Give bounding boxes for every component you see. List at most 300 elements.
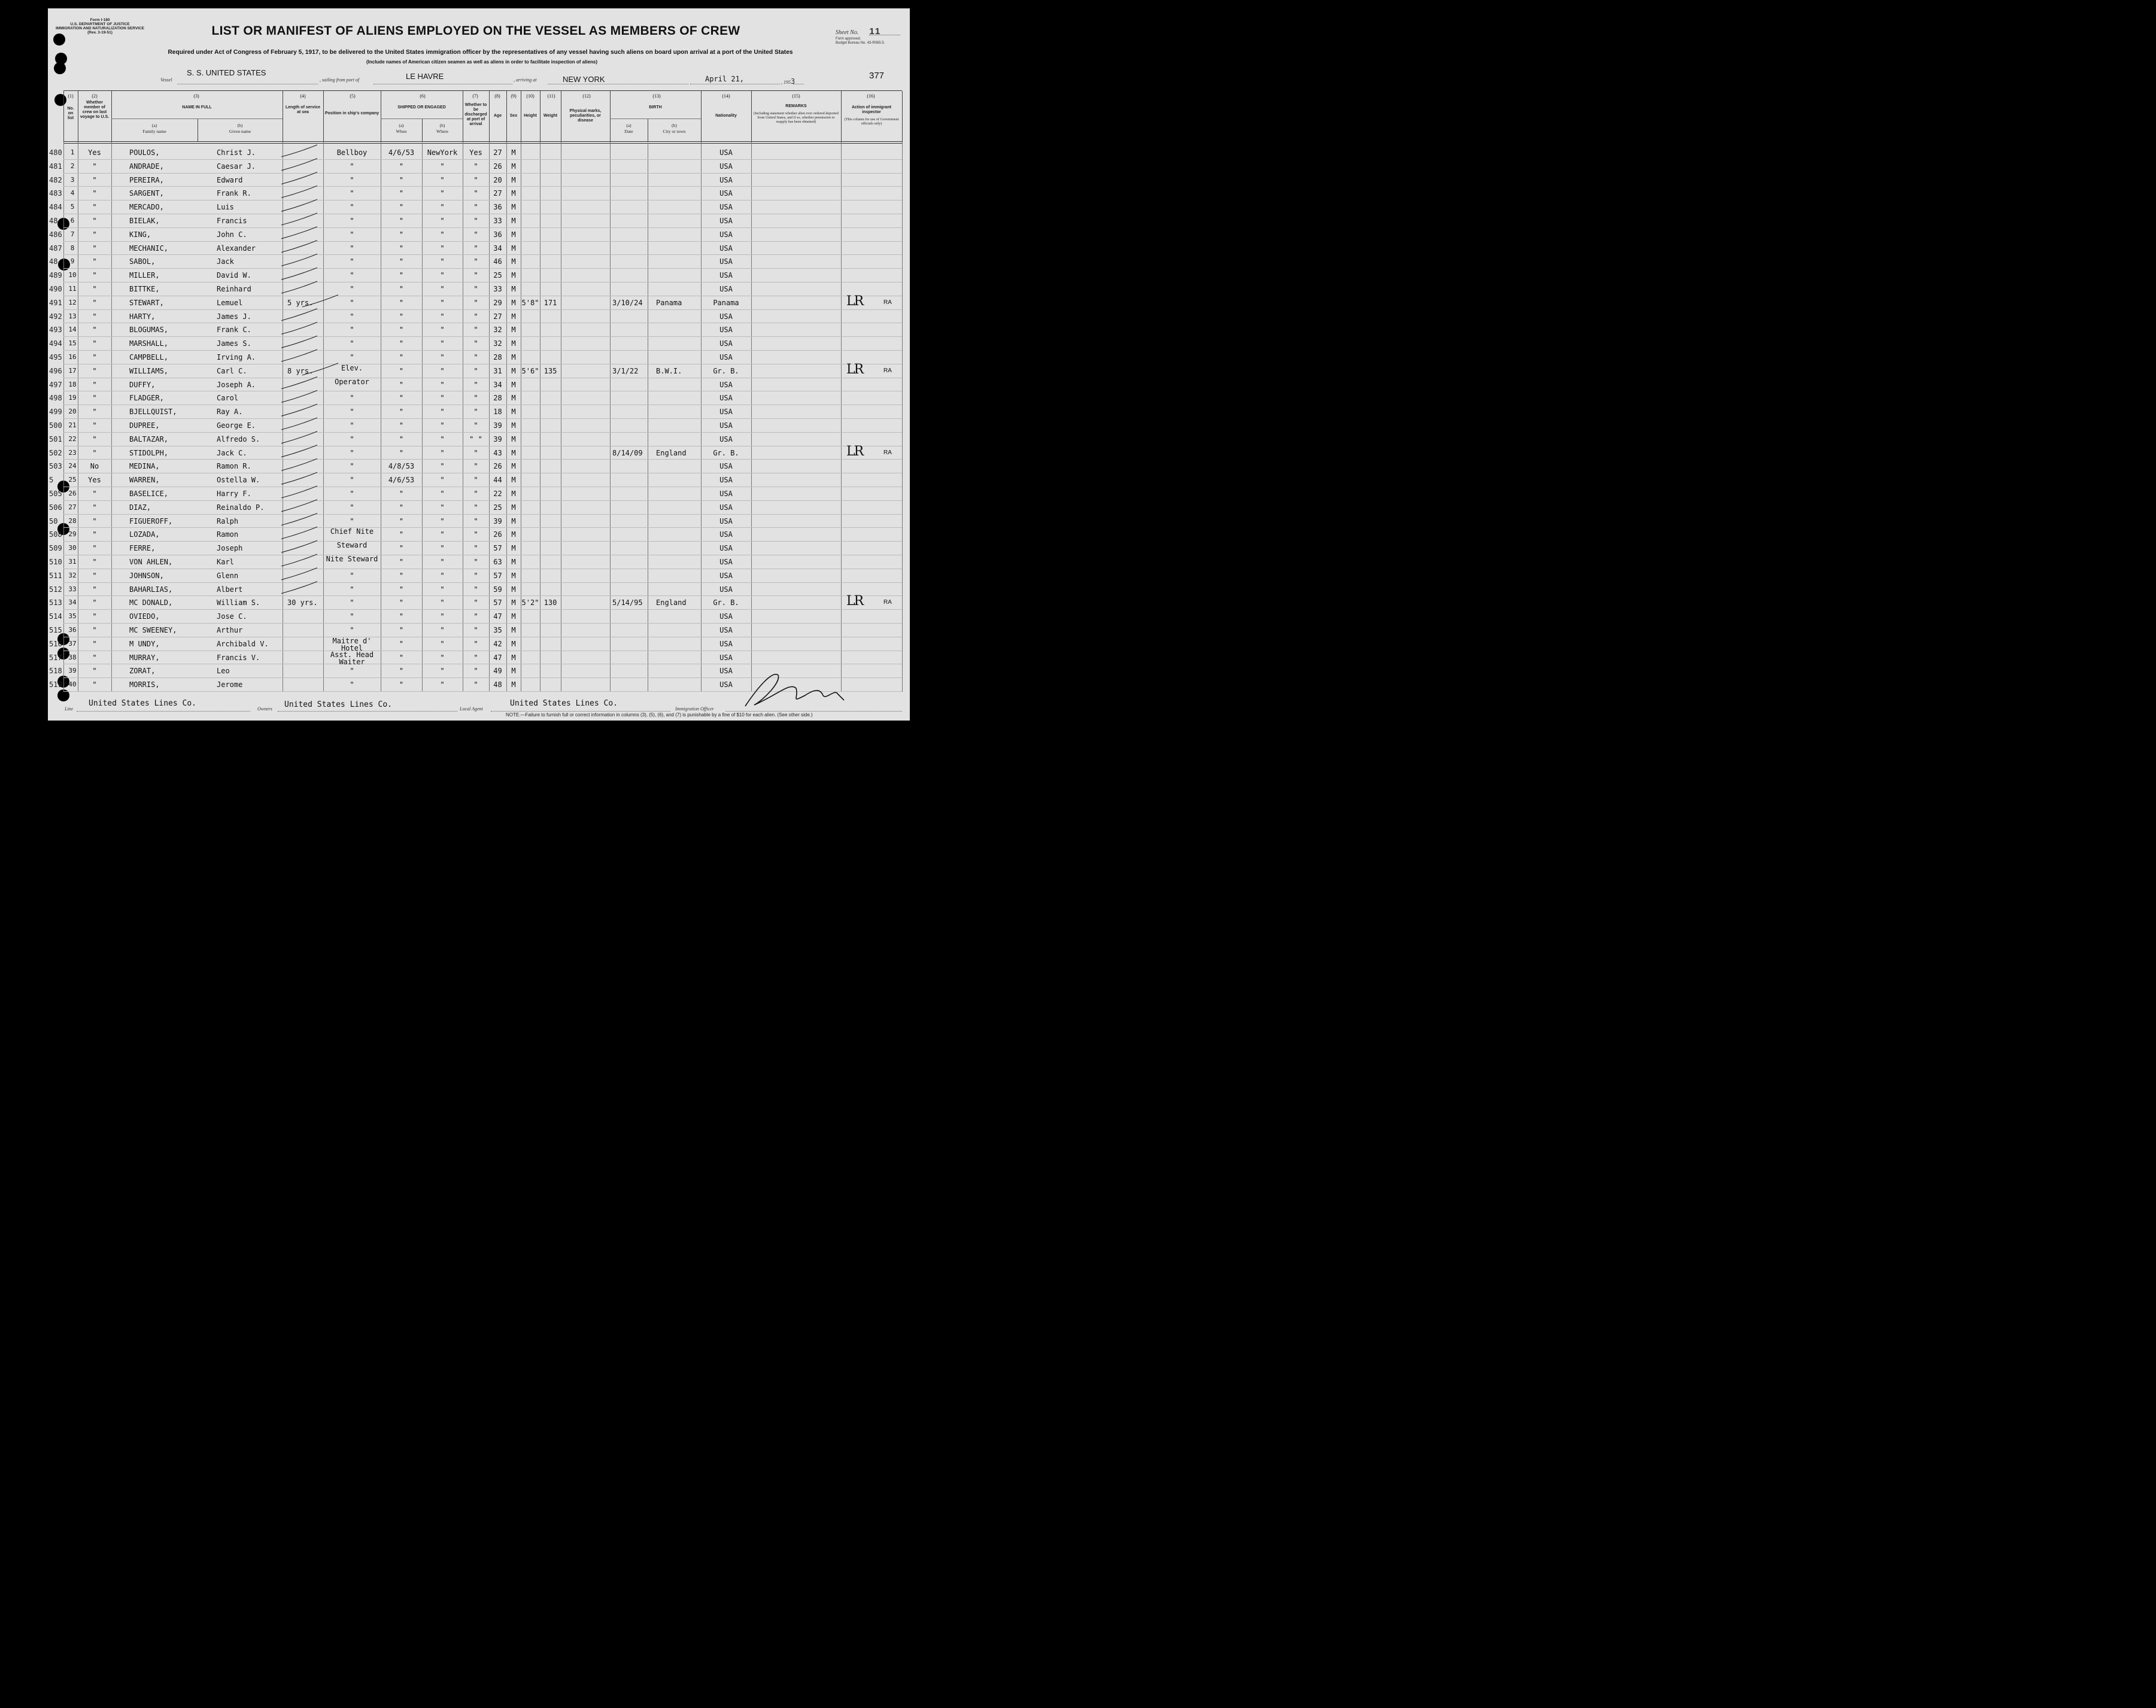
ship-position: " [350, 598, 354, 607]
check-stroke [281, 254, 317, 266]
check-stroke [281, 445, 317, 457]
sex: M [511, 298, 516, 307]
check-stroke [281, 554, 317, 566]
given-name: Ramon [217, 530, 239, 539]
given-name: Joseph [217, 544, 243, 553]
shipped-where: " [440, 448, 445, 457]
shipped-when: " [399, 448, 404, 457]
row-list-number: 12 [68, 298, 77, 306]
shipped-when: " [399, 490, 404, 498]
sex: M [511, 612, 516, 621]
family-name: M UNDY, [129, 639, 160, 648]
shipped-when: " [399, 339, 404, 348]
sex: M [511, 544, 516, 553]
crew-last-voyage: " [92, 408, 97, 417]
crew-last-voyage: " [92, 189, 97, 198]
row-list-number: 6 [70, 217, 75, 224]
ship-position: Maitre d' Hotel [332, 636, 372, 652]
family-name: DIAZ, [129, 503, 151, 512]
ship-position: " [350, 585, 354, 594]
given-name: Caesar J. [217, 162, 256, 171]
ship-position: " [350, 516, 354, 525]
family-name: MURRAY, [129, 653, 160, 662]
shipped-when: " [399, 544, 404, 553]
discharged-at-arrival: " [473, 503, 478, 512]
birth-date: 8/14/09 [612, 448, 643, 457]
nationality: USA [719, 408, 733, 417]
nationality: USA [719, 189, 733, 198]
row-list-number: 16 [68, 353, 77, 361]
shipped-where: " [440, 380, 445, 389]
column-number: (10) [526, 93, 535, 99]
age: 35 [493, 626, 502, 634]
subheader-label: Where [436, 129, 448, 134]
row-external-number: 481 [49, 162, 62, 171]
page-number: 377 [869, 71, 885, 81]
agent-label: Local Agent [460, 706, 483, 712]
age: 34 [493, 380, 502, 389]
nationality: USA [719, 653, 733, 662]
ship-position: " [350, 571, 354, 580]
shipped-when: " [399, 175, 404, 184]
age: 26 [493, 462, 502, 471]
weight: 130 [543, 598, 557, 607]
owners-label: Owners [257, 706, 272, 712]
nationality: USA [719, 339, 733, 348]
height: 5'2" [521, 598, 539, 607]
ship-position: " [350, 394, 354, 403]
budget-bureau-note: Form approved. Budget Bureau No. 43-R065.5. [836, 37, 885, 45]
given-name: Ramon R. [217, 462, 251, 471]
sailing-label: , sailing from port of [320, 77, 360, 83]
row-external-number: 513 [49, 598, 62, 607]
inspector-initials: LR [846, 594, 863, 609]
crew-last-voyage: " [92, 298, 97, 307]
age: 59 [493, 585, 502, 594]
shipped-where: " [440, 162, 445, 171]
sex: M [511, 516, 516, 525]
row-list-number: 8 [70, 244, 75, 252]
crew-last-voyage: No [90, 462, 99, 471]
owners-value: United States Lines Co. [284, 700, 393, 709]
shipped-when: " [399, 680, 404, 689]
sex: M [511, 558, 516, 566]
row-list-number: 14 [68, 326, 77, 334]
row-list-number: 27 [68, 503, 77, 511]
row-list-number: 7 [70, 230, 75, 238]
birth-city: B.W.I. [656, 366, 682, 375]
age: 25 [493, 503, 502, 512]
discharged-at-arrival: " [473, 490, 478, 498]
row-external-number: 497 [49, 380, 62, 389]
shipped-when: " [399, 421, 404, 430]
length-of-service: 8 yrs. [287, 366, 314, 375]
length-of-service: 5 yrs. [287, 298, 314, 307]
shipped-where: " [440, 530, 445, 539]
row-external-number: 518 [49, 667, 62, 676]
age: 39 [493, 516, 502, 525]
row-external-number: 511 [49, 571, 62, 580]
shipped-when: " [399, 653, 404, 662]
sex: M [511, 408, 516, 417]
crew-last-voyage: " [92, 339, 97, 348]
row-external-number: 484 [49, 203, 62, 212]
officer-dotted [725, 711, 902, 712]
family-name: HARTY, [129, 312, 156, 321]
check-stroke [281, 227, 317, 239]
crew-last-voyage: " [92, 175, 97, 184]
sex: M [511, 353, 516, 361]
sex: M [511, 503, 516, 512]
discharged-at-arrival: " [473, 598, 478, 607]
row-external-number: 483 [49, 189, 62, 198]
discharged-at-arrival: " [473, 448, 478, 457]
ship-position: Elev. [341, 363, 363, 372]
row-external-number: 50 [49, 516, 58, 525]
height: 5'6" [521, 366, 539, 375]
ship-position: " [350, 244, 354, 253]
row-list-number: 23 [68, 448, 77, 457]
row-external-number: 498 [49, 394, 62, 403]
shipped-where: " [440, 434, 445, 443]
row-external-number: 505 [49, 490, 62, 498]
sex: M [511, 148, 516, 157]
age: 57 [493, 544, 502, 553]
shipped-when: " [399, 312, 404, 321]
given-name: Arthur [217, 626, 243, 634]
shipped-when: " [399, 394, 404, 403]
nationality: USA [719, 585, 733, 594]
check-stroke [281, 159, 317, 171]
family-name: LOZADA, [129, 530, 160, 539]
age: 28 [493, 394, 502, 403]
birth-city: England [656, 598, 687, 607]
header-action-detail: (This column for use of Government officials only) [844, 117, 899, 126]
sex: M [511, 448, 516, 457]
sex: M [511, 462, 516, 471]
discharged-at-arrival: " [473, 203, 478, 212]
shipped-where: " [440, 217, 445, 225]
row-list-number: 20 [68, 408, 77, 416]
shipped-where: " [440, 462, 445, 471]
row-list-number: 32 [68, 571, 77, 579]
shipped-where: " [440, 271, 445, 280]
row-external-number: 503 [49, 462, 62, 471]
arriving-label: , arriving at [514, 77, 537, 83]
row-list-number: 1 [70, 148, 75, 156]
given-name: Francis [217, 217, 247, 225]
given-name: James S. [217, 339, 251, 348]
row-list-number: 15 [68, 339, 77, 348]
length-of-service: 30 yrs. [287, 598, 318, 607]
discharged-at-arrival: " [473, 639, 478, 648]
age: 28 [493, 353, 502, 361]
nationality: USA [719, 421, 733, 430]
shipped-where: " [440, 230, 445, 239]
shipped-where: " [440, 667, 445, 676]
sex: M [511, 339, 516, 348]
nationality: Gr. B. [713, 366, 739, 375]
discharged-at-arrival: " [473, 585, 478, 594]
age: 46 [493, 257, 502, 266]
given-name: Christ J. [217, 148, 256, 157]
shipped-when: " [399, 408, 404, 417]
sex: M [511, 271, 516, 280]
discharged-at-arrival: " [473, 285, 478, 293]
row-external-number: 519 [49, 680, 62, 689]
sex: M [511, 434, 516, 443]
age: 48 [493, 680, 502, 689]
row-list-number: 2 [70, 162, 75, 170]
age: 49 [493, 667, 502, 676]
header-birth: BIRTH [649, 105, 662, 110]
row-list-number: 26 [68, 490, 77, 497]
discharged-at-arrival: Yes [469, 148, 482, 157]
row-list-number: 18 [68, 380, 77, 388]
column-number: (6) [420, 93, 426, 99]
header-length-of-service: Length of service at sea [286, 105, 320, 114]
line-value: United States Lines Co. [89, 699, 197, 708]
penalty-note: NOTE.—Failure to furnish full or correct information in columns (3), (5), (6), and (7) is punishable by a fine of $10 for each alien. (See other side.) [506, 712, 813, 718]
age: 33 [493, 285, 502, 293]
nationality: USA [719, 217, 733, 225]
subheader-label: When [396, 129, 407, 134]
agent-value: United States Lines Co. [510, 699, 618, 708]
given-name: Alfredo S. [217, 434, 260, 443]
shipped-where: " [440, 366, 445, 375]
discharged-at-arrival: " [473, 366, 478, 375]
height: 5'8" [521, 298, 539, 307]
check-stroke [281, 377, 317, 389]
subheader-label: Date [624, 129, 633, 134]
column-number: (15) [792, 93, 800, 99]
row-list-number: 3 [70, 175, 75, 184]
birth-date: 3/1/22 [612, 366, 639, 375]
row-list-number: 13 [68, 312, 77, 320]
given-name: Ray A. [217, 408, 243, 417]
ship-position: Bellboy [336, 148, 368, 157]
nationality: USA [719, 434, 733, 443]
given-name: Carl C. [217, 366, 247, 375]
ship-position: " [350, 312, 354, 321]
ship-position: Nite Steward [326, 555, 378, 563]
ship-position: " [350, 503, 354, 512]
age: 34 [493, 244, 502, 253]
crew-last-voyage: Yes [88, 476, 101, 485]
ship-position: Chief Nite [330, 527, 374, 536]
inspector-initials: LR [846, 293, 863, 309]
ship-position: " [350, 230, 354, 239]
discharged-at-arrival: " [473, 680, 478, 689]
sex: M [511, 189, 516, 198]
immigration-officer-signature [745, 674, 844, 706]
crew-last-voyage: " [92, 271, 97, 280]
row-list-number: 5 [70, 203, 75, 211]
discharged-at-arrival: " [473, 421, 478, 430]
age: 42 [493, 639, 502, 648]
row-list-number: 9 [70, 257, 75, 266]
given-name: Jack [217, 257, 234, 266]
shipped-when: " [399, 380, 404, 389]
age: 31 [493, 366, 502, 375]
ship-position: Steward [336, 541, 368, 550]
nationality: USA [719, 490, 733, 498]
check-stroke [281, 458, 317, 470]
crew-last-voyage: " [92, 394, 97, 403]
family-name: BAHARLIAS, [129, 585, 173, 594]
column-number: (2) [92, 93, 98, 99]
crew-last-voyage: " [92, 530, 97, 539]
family-name: KING, [129, 230, 151, 239]
ship-position: " [350, 408, 354, 417]
crew-last-voyage: " [92, 571, 97, 580]
shipped-where: " [440, 626, 445, 634]
given-name: James J. [217, 312, 251, 321]
subheader-letter: (b) [439, 123, 445, 128]
owners-dotted [278, 711, 457, 712]
sheet-number: Sheet No. 11 [836, 26, 882, 37]
row-external-number: 506 [49, 503, 62, 512]
crew-last-voyage: " [92, 421, 97, 430]
shipped-when: " [399, 516, 404, 525]
header-action-inspector: Action of immigrant inspector [851, 105, 892, 114]
ship-position: " [350, 434, 354, 443]
sex: M [511, 680, 516, 689]
ship-position: " [350, 476, 354, 485]
crew-last-voyage: " [92, 516, 97, 525]
given-name: Alexander [217, 244, 256, 253]
discharged-at-arrival: " [473, 326, 478, 335]
shipped-when: " [399, 285, 404, 293]
shipped-when: " [399, 366, 404, 375]
row-external-number: 509 [49, 544, 62, 553]
row-list-number: 40 [68, 680, 77, 689]
birth-city: Panama [656, 298, 682, 307]
discharged-at-arrival: " [473, 353, 478, 361]
column-number: (8) [494, 93, 500, 99]
shipped-when: 4/6/53 [388, 148, 415, 157]
row-external-number: 487 [49, 244, 62, 253]
crew-last-voyage: " [92, 434, 97, 443]
header-age: Age [493, 114, 502, 118]
sex: M [511, 326, 516, 335]
ship-position: " [350, 667, 354, 676]
family-name: MARSHALL, [129, 339, 169, 348]
nationality: USA [719, 544, 733, 553]
shipped-when: " [399, 353, 404, 361]
age: 22 [493, 490, 502, 498]
row-external-number: 517 [49, 653, 62, 662]
crew-last-voyage: " [92, 285, 97, 293]
crew-last-voyage: " [92, 326, 97, 335]
given-name: Francis V. [217, 653, 260, 662]
shipped-where: " [440, 571, 445, 580]
family-name: ZORAT, [129, 667, 156, 676]
discharged-at-arrival: " [473, 175, 478, 184]
discharged-at-arrival: " [473, 244, 478, 253]
nationality: USA [719, 380, 733, 389]
row-list-number: 22 [68, 434, 77, 443]
sex: M [511, 175, 516, 184]
crew-last-voyage: " [92, 162, 97, 171]
check-stroke [281, 472, 317, 484]
column-number: (4) [300, 93, 306, 99]
row-external-number: 515 [49, 626, 62, 634]
shipped-when: " [399, 571, 404, 580]
check-stroke [281, 404, 317, 416]
vessel-name: S. S. UNITED STATES [187, 68, 266, 77]
discharged-at-arrival: " " [469, 434, 482, 443]
ship-position: " [350, 175, 354, 184]
family-name: DUPREE, [129, 421, 160, 430]
shipped-where: " [440, 490, 445, 498]
header-discharge: Whether to be discharged at port of arrival [464, 103, 487, 126]
crew-last-voyage: " [92, 490, 97, 498]
crew-last-voyage: " [92, 558, 97, 566]
age: 27 [493, 189, 502, 198]
check-stroke [281, 309, 317, 321]
shipped-when: " [399, 189, 404, 198]
header-physical-marks: Physical marks, peculiarities, or disease [569, 109, 602, 123]
shipped-where: " [440, 257, 445, 266]
ship-position: Asst. Head Waiter [330, 650, 374, 666]
given-name: Lemuel [217, 298, 243, 307]
family-name: MC DONALD, [129, 598, 173, 607]
age: 43 [493, 448, 502, 457]
column-number: (1) [68, 93, 74, 99]
check-stroke [281, 199, 317, 211]
discharged-at-arrival: " [473, 380, 478, 389]
given-name: Luis [217, 203, 234, 212]
shipped-when: " [399, 257, 404, 266]
check-stroke [281, 513, 317, 525]
ship-position: Operator [335, 377, 369, 386]
shipped-where: " [440, 544, 445, 553]
crew-last-voyage: " [92, 257, 97, 266]
row-external-number: 491 [49, 298, 62, 307]
shipped-when: " [399, 626, 404, 634]
given-name: Reinhard [217, 285, 251, 293]
age: 33 [493, 217, 502, 225]
row-external-number: 486 [49, 230, 62, 239]
shipped-where: " [440, 175, 445, 184]
nationality: USA [719, 667, 733, 676]
row-list-number: 19 [68, 394, 77, 402]
family-name: BITTKE, [129, 285, 160, 293]
row-list-number: 31 [68, 558, 77, 566]
form-identifier: Form I-180 U.S. DEPARTMENT OF JUSTICE IMMIGRATION AND NATURALIZATION SERVICE (Rev. 3-19-51) [55, 18, 145, 35]
arrival-date: April 21, [705, 75, 745, 83]
discharged-at-arrival: " [473, 653, 478, 662]
discharged-at-arrival: " [473, 530, 478, 539]
check-stroke [281, 568, 317, 580]
nationality: USA [719, 503, 733, 512]
row-list-number: 25 [68, 476, 77, 484]
nationality: USA [719, 244, 733, 253]
weight: 135 [543, 366, 557, 375]
family-name: SARGENT, [129, 189, 164, 198]
check-stroke [281, 281, 317, 293]
age: 20 [493, 175, 502, 184]
nationality: USA [719, 353, 733, 361]
sex: M [511, 476, 516, 485]
check-stroke [281, 349, 317, 361]
shipped-where: " [440, 189, 445, 198]
discharged-at-arrival: " [473, 162, 478, 171]
discharged-at-arrival: " [473, 558, 478, 566]
agent-dotted [491, 711, 670, 712]
shipped-where: " [440, 680, 445, 689]
